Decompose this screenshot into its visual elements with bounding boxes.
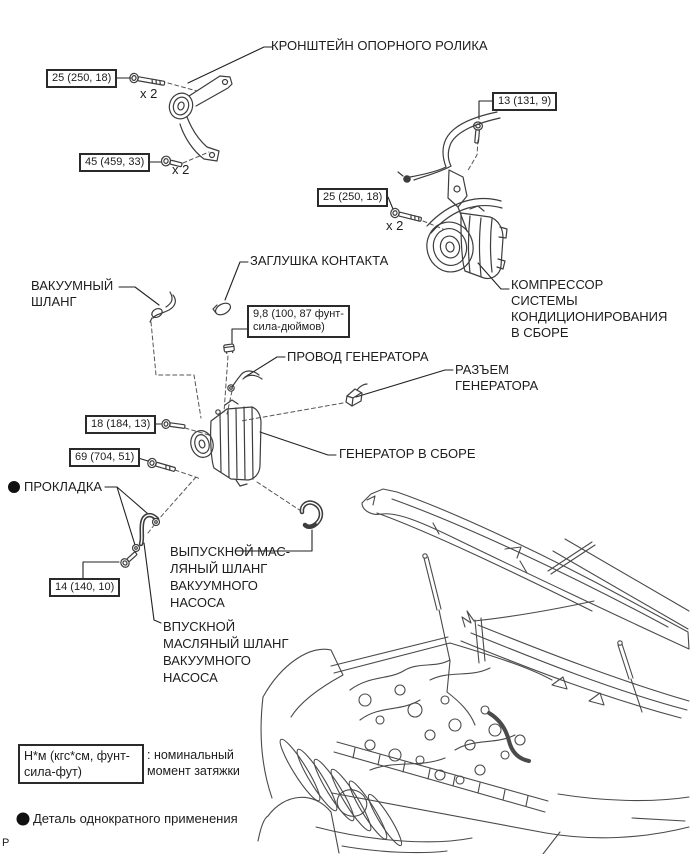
vacuum-hose-label: ВАКУУМНЫЙ ШЛАНГ — [31, 278, 114, 309]
quantity-note: x 2 — [172, 162, 190, 177]
outlet-oil-hose-part — [302, 503, 321, 527]
contact-plug-part — [213, 301, 232, 317]
contact-plug-label: ЗАГЛУШКА КОНТАКТА — [250, 253, 389, 268]
torque-box-pipe-clamp: 13 (131, 9) — [492, 92, 557, 111]
torque-box-bracket-pivot: 25 (250, 18) — [46, 69, 117, 88]
gasket-bullet-icon — [8, 481, 20, 493]
generator-assembly-label: ГЕНЕРАТОР В СБОРЕ — [339, 446, 476, 461]
terminal-nut-icon — [224, 344, 235, 354]
torque-box-oil-hose-union: 14 (140, 10) — [49, 578, 120, 597]
torque-box-bracket-lower: 45 (459, 33) — [79, 153, 150, 172]
vehicle-illustration — [258, 489, 689, 854]
quantity-note: x 2 — [140, 86, 158, 101]
bolt-icon — [147, 457, 177, 474]
torque-box-generator-upper: 18 (184, 13) — [85, 415, 156, 434]
page-marker: P — [2, 837, 10, 849]
torque-box-compressor-mount: 25 (250, 18) — [317, 188, 388, 207]
ac-compressor-part — [422, 199, 507, 279]
inlet-oil-hose-part — [133, 515, 160, 551]
oil-pipe-part — [398, 112, 500, 231]
quantity-note: x 2 — [386, 218, 404, 233]
torque-box-terminal-nut: 9,8 (100, 87 фунт- сила-дюймов) — [247, 305, 350, 338]
generator-part — [188, 400, 261, 486]
single-use-bullet-icon — [17, 813, 30, 826]
compressor-label: КОМПРЕССОР СИСТЕМЫ КОНДИЦИОНИРОВАНИЯ В СБОРЕ — [511, 277, 668, 340]
single-use-note: Деталь однократного применения — [33, 811, 238, 826]
gasket-label: ПРОКЛАДКА — [24, 479, 103, 494]
bolt-icon — [119, 550, 139, 569]
torque-box-generator-lower: 69 (704, 51) — [69, 448, 140, 467]
roller-bracket-label: КРОНШТЕЙН ОПОРНОГО РОЛИКА — [271, 38, 488, 53]
generator-wire-label: ПРОВОД ГЕНЕРАТОРА — [287, 349, 429, 364]
roller-bracket-part — [166, 76, 232, 161]
bolt-icon — [161, 419, 185, 431]
generator-wire-part — [228, 371, 262, 391]
torque-unit-box: Н*м (кгс*см, фунт- сила-фут) — [18, 744, 144, 784]
vacuum-hose-part — [150, 292, 175, 322]
outlet-oil-hose-label: ВЫПУСКНОЙ МАС- ЛЯНЫЙ ШЛАНГ ВАКУУМНОГО НАСОСА — [170, 544, 291, 610]
generator-connector-label: РАЗЪЕМ ГЕНЕРАТОРА — [455, 362, 539, 393]
inlet-oil-hose-label: ВПУСКНОЙ МАСЛЯНЫЙ ШЛАНГ ВАКУУМНОГО НАСОСА — [163, 619, 289, 685]
torque-unit-meaning: : номинальный момент затяжки — [147, 748, 240, 778]
